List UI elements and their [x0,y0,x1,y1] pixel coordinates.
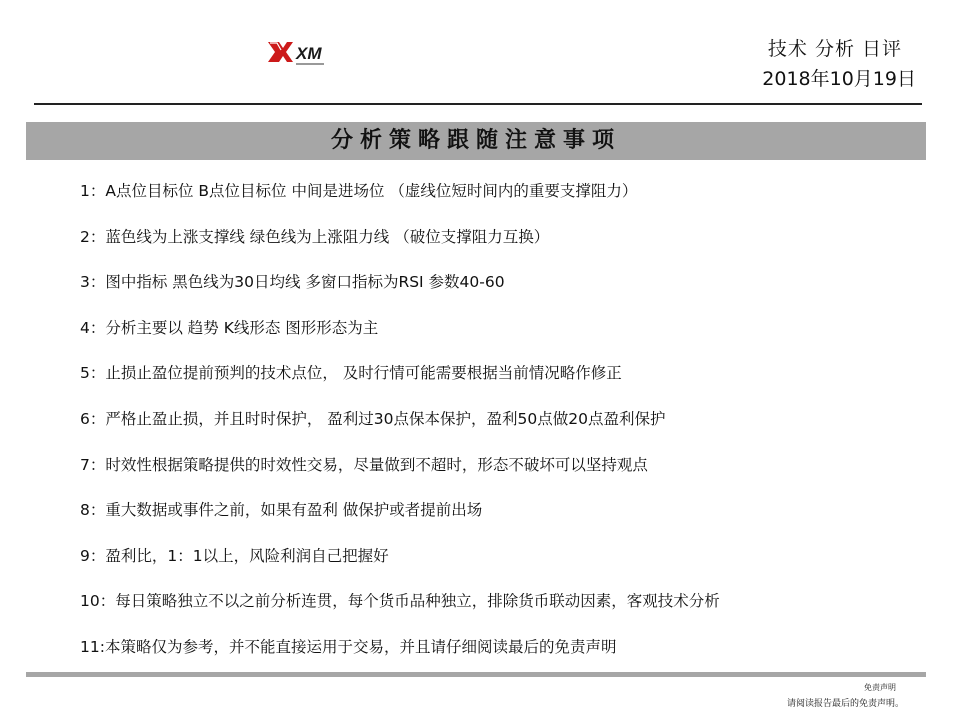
disclaimer-title: 免责声明 [864,683,896,692]
note-item: 10：每日策略独立不以之前分析连贯，每个货币品种独立，排除货币联动因素，客观技术分析 [80,592,720,611]
report-date: 2018年10月19日 [762,68,916,90]
report-type: 技术 分析 日评 [767,38,902,60]
note-item: 9：盈利比，1：1以上，风险利润自己把握好 [80,546,389,565]
logo-text: XM [296,44,322,63]
note-item: 8：重大数据或事件之前，如果有盈利 做保护或者提前出场 [80,501,483,520]
note-item: 11:本策略仅为参考，并不能直接运用于交易，并且请仔细阅读最后的免责声明 [80,637,617,656]
note-item: 5：止损止盈位提前预判的技术点位， 及时行情可能需要根据当前情况略作修正 [80,364,622,383]
header-divider [34,103,922,105]
note-item: 4：分析主要以 趋势 K线形态 图形形态为主 [80,318,379,337]
note-item: 1：A点位目标位 B点位目标位 中间是进场位 （虚线位短时间内的重要支撑阻力） [80,182,638,200]
note-item: 2：蓝色线为上涨支撑线 绿色线为上涨阻力线 （破位支撑阻力互换） [80,227,550,246]
note-item: 3：图中指标 黑色线为30日均线 多窗口指标为RSI 参数40-60 [80,273,505,292]
disclaimer-text: 请阅读报告最后的免责声明。 [786,699,904,709]
notes-list [80,178,940,680]
xm-logo [266,38,340,68]
note-item: 7：时效性根据策略提供的时效性交易，尽量做到不超时，形态不破坏可以坚持观点 [80,455,648,474]
footer-divider [26,672,926,677]
section-title: 分析策略跟随注意事项 [26,122,926,160]
note-item: 6：严格止盈止损，并且时时保护， 盈利过30点保本保护，盈利50点做20点盈利保护 [80,409,666,428]
